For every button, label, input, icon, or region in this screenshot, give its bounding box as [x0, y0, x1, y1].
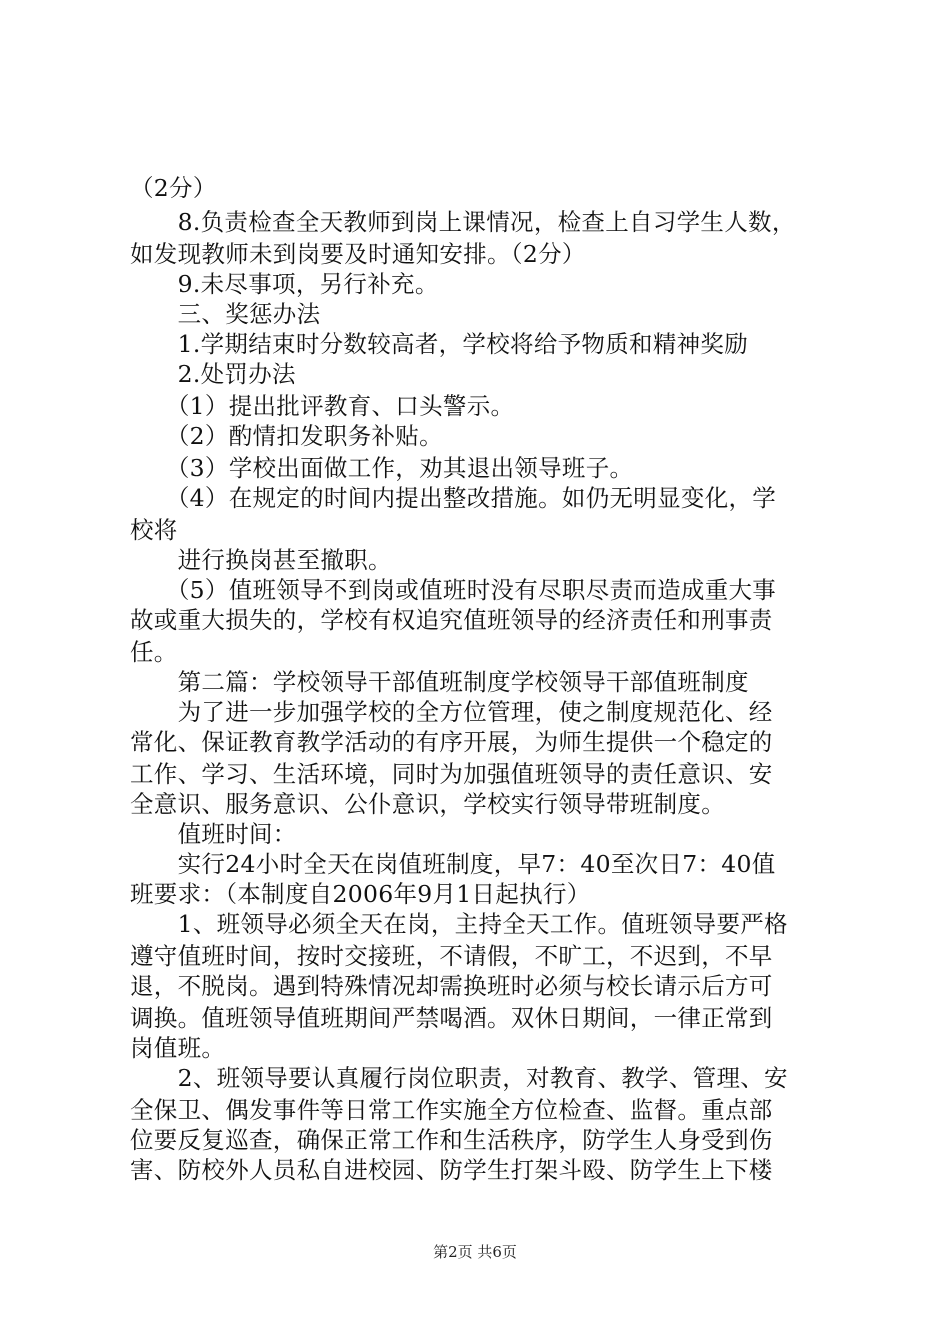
text-line: （2分） — [130, 174, 217, 202]
text-line: （5）值班领导不到岗或值班时没有尽职尽责而造成重大事 — [130, 576, 777, 604]
text-line: 遵守值班时间，按时交接班，不请假，不旷工，不迟到，不早 — [130, 942, 773, 970]
text-line: （4）在规定的时间内提出整改措施。如仍无明显变化，学 — [130, 484, 777, 512]
text-line: 岗值班。 — [130, 1034, 226, 1062]
text-line: 如发现教师未到岗要及时通知安排。（2分） — [130, 240, 586, 268]
text-line: 全意识、服务意识、公仆意识，学校实行领导带班制度。 — [130, 790, 725, 818]
text-line: 班要求：（本制度自2006年9月1日起执行） — [130, 880, 591, 908]
text-line: 校将 — [130, 516, 178, 544]
page-number-footer: 第2页 共6页 — [433, 1243, 517, 1261]
text-line: 故或重大损失的，学校有权追究值班领导的经济责任和刑事责 — [130, 606, 773, 634]
text-line: 值班时间： — [130, 820, 297, 848]
text-line: 8.负责检查全天教师到岗上课情况，检查上自习学生人数， — [130, 208, 796, 236]
text-line: （2）酌情扣发职务补贴。 — [130, 422, 443, 450]
text-line: 调换。值班领导值班期间严禁喝酒。双休日期间，一律正常到 — [130, 1004, 773, 1032]
text-line: （3）学校出面做工作，劝其退出领导班子。 — [130, 454, 634, 482]
text-line: 2.处罚办法 — [130, 360, 296, 388]
text-line: 全保卫、偶发事件等日常工作实施全方位检查、监督。重点部 — [130, 1096, 773, 1124]
text-line: 退，不脱岗。遇到特殊情况却需换班时必须与校长请示后方可 — [130, 972, 773, 1000]
text-line: （1）提出批评教育、口头警示。 — [130, 392, 515, 420]
text-line: 9.未尽事项，另行补充。 — [130, 270, 439, 298]
section-heading: 三、奖惩办法 — [130, 300, 321, 328]
text-line: 任。 — [130, 638, 178, 666]
text-line: 位要反复巡查，确保正常工作和生活秩序，防学生人身受到伤 — [130, 1126, 773, 1154]
text-line: 1、班领导必须全天在岗，主持全天工作。值班领导要严格 — [130, 910, 788, 938]
text-line: 工作、学习、生活环境，同时为加强值班领导的责任意识、安 — [130, 760, 773, 788]
text-line: 进行换岗甚至撤职。 — [130, 546, 392, 574]
text-line: 1.学期结束时分数较高者，学校将给予物质和精神奖励 — [130, 330, 749, 358]
text-line: 常化、保证教育教学活动的有序开展，为师生提供一个稳定的 — [130, 728, 773, 756]
text-line: 害、防校外人员私自进校园、防学生打架斗殴、防学生上下楼 — [130, 1156, 773, 1184]
text-line: 实行24小时全天在岗值班制度，早7：40至次日7：40值 — [130, 850, 776, 878]
article-title: 第二篇：学校领导干部值班制度学校领导干部值班制度 — [130, 668, 749, 696]
text-line: 为了进一步加强学校的全方位管理，使之制度规范化、经 — [130, 698, 773, 726]
text-line: 2、班领导要认真履行岗位职责，对教育、教学、管理、安 — [130, 1064, 788, 1092]
